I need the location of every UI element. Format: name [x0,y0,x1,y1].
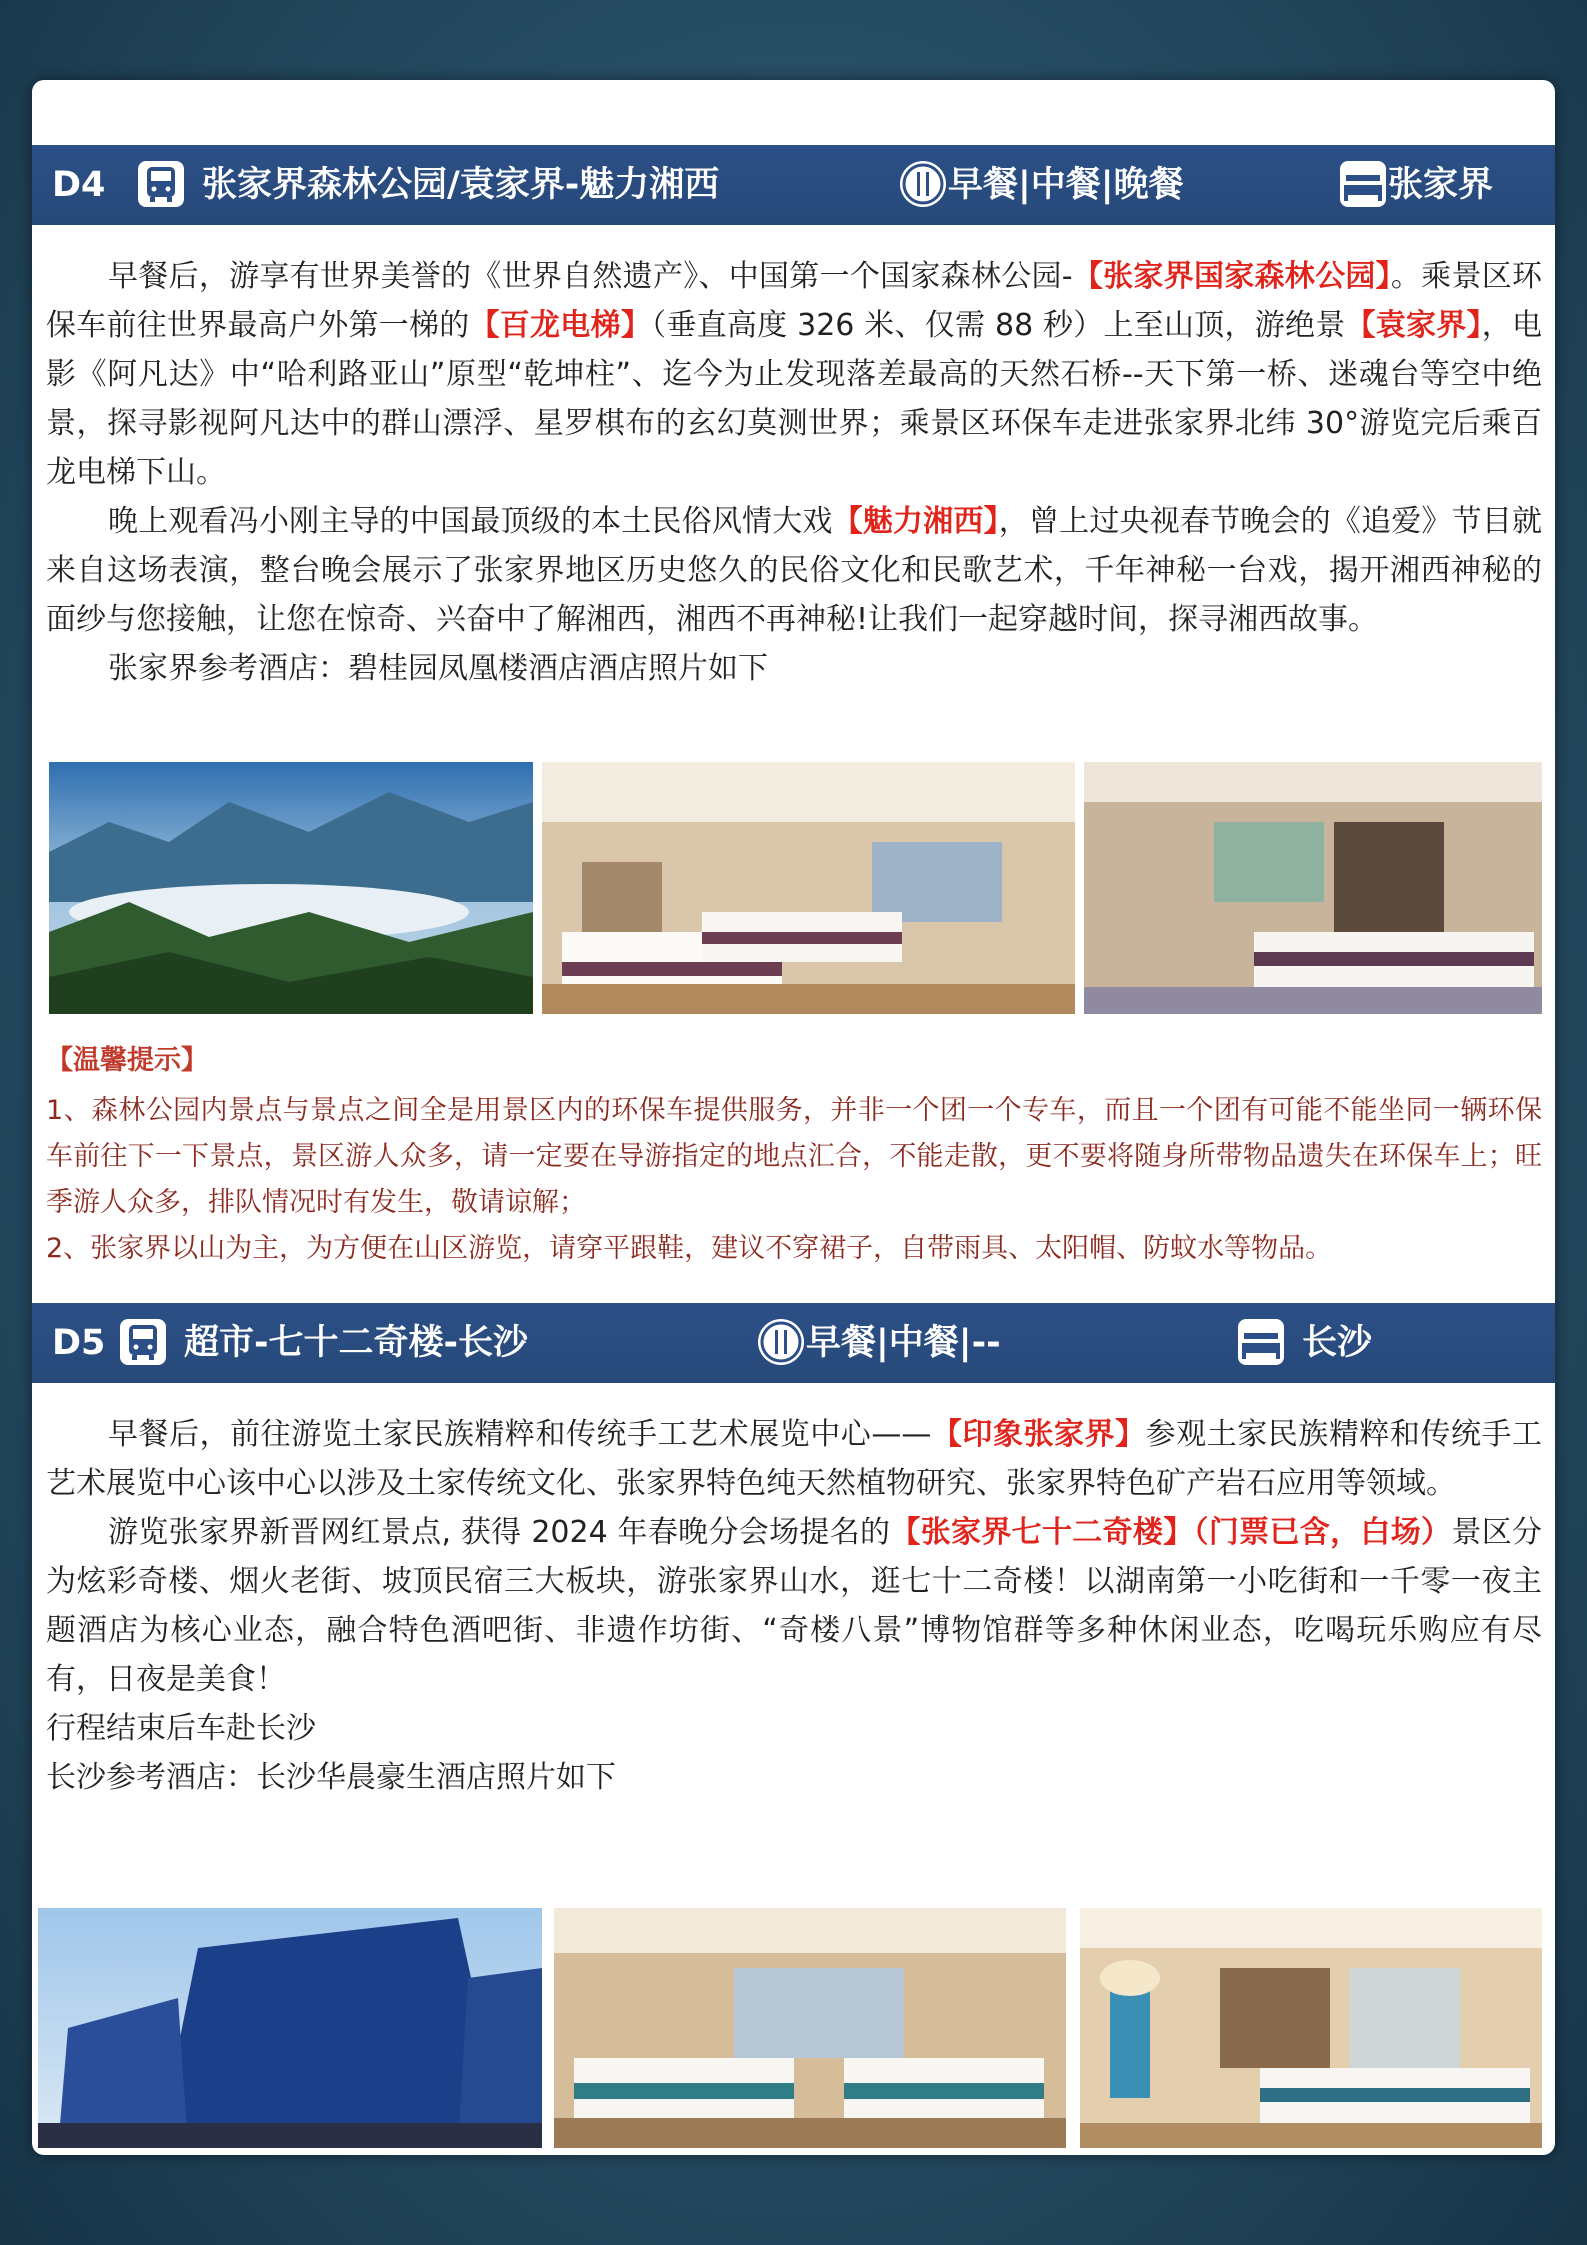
bed-icon [1238,1319,1284,1365]
day-label: D5 [52,1323,106,1363]
hotel-city: 长沙 [1302,1323,1373,1363]
day-header-d4 [32,145,1555,225]
route-title: 超市-七十二奇楼-长沙 [184,1323,529,1363]
day-description-d4 [46,252,1542,693]
paragraph: 早餐后，游享有世界美誉的《世界自然遗产》、中国第一个国家森林公园-【张家界国家森林公园】。乘景区环保车前往世界最高户外第一梯的【百龙电梯】（垂直高度 326 米、仅需 88 秒）上至山顶，游绝景【袁家界】，电影《阿凡达》中“哈利路亚山”原型“乾坤柱”、迄今为止发现落差最高的天然石桥--天下第一桥、迷魂台等空中绝景，探寻影视阿凡达中的群山漂浮、星罗棋布的玄幻莫测世界；乘景区环保车走进张家界北纬 30°游览完后乘百龙电梯下山。 [46,259,1543,490]
paragraph: 游览张家界新晋网红景点, 获得 2024 年春晚分会场提名的【张家界七十二奇楼】（门票已含，白场）景区分为炫彩奇楼、烟火老街、坡顶民宿三大板块，游张家界山水，逛七十二奇楼！以湖南第一小吃街和一千零一夜主题酒店为核心业态，融合特色酒吧街、非遗作坊街、“奇楼八景”博物馆群等多种休闲业态，吃喝玩乐购应有尽有，日夜是美食！ [46,1515,1543,1697]
day-label: D4 [52,165,106,205]
tips-block [46,1038,1542,1272]
end-note: 行程结束后车赴长沙 [46,1711,316,1746]
hotel-room-photo [1084,762,1542,1014]
tip-item: 1、森林公园内景点与景点之间全是用景区内的环保车提供服务，并非一个团一个专车，而且一个团有可能不能坐同一辆环保车前往下一下景点，景区游人众多，请一定要在导游指定的地点汇合，不能走散，更不要将随身所带物品遗失在环保车上；旺季游人众多，排队情况时有发生，敬请谅解； [46,1095,1542,1218]
paragraph: 早餐后，前往游览土家民族精粹和传统手工艺术展览中心——【印象张家界】参观土家民族精粹和传统手工艺术展览中心该中心以涉及土家传统文化、张家界特色纯天然植物研究、张家界特色矿产岩石应用等领域。 [46,1417,1543,1501]
scenery-photo [49,762,533,1014]
meals-text: 早餐|中餐|晚餐 [948,165,1184,205]
bus-icon [120,1319,166,1365]
hotel-room-photo [1080,1908,1542,2148]
hotel-city: 张家界 [1388,165,1494,205]
meal-icon [900,161,946,207]
bus-icon [138,161,184,207]
hotel-room-photo [554,1908,1066,2148]
tips-title: 【温馨提示】 [46,1045,208,1076]
bed-icon [1340,161,1386,207]
hotel-note: 长沙参考酒店：长沙华晨豪生酒店照片如下 [46,1760,616,1795]
hotel-room-photo [542,762,1075,1014]
day-header-d5 [32,1303,1555,1383]
hotel-exterior-photo [38,1908,542,2148]
paragraph: 晚上观看冯小刚主导的中国最顶级的本土民俗风情大戏【魅力湘西】，曾上过央视春节晚会的《追爱》节目就来自这场表演，整台晚会展示了张家界地区历史悠久的民俗文化和民歌艺术，千年神秘一台戏，揭开湘西神秘的面纱与您接触，让您在惊奇、兴奋中了解湘西，湘西不再神秘!让我们一起穿越时间，探寻湘西故事。 [46,504,1543,637]
hotel-note: 张家界参考酒店：碧桂园凤凰楼酒店酒店照片如下 [108,651,768,686]
itinerary-card [32,80,1555,2155]
route-title: 张家界森林公园/袁家界-魅力湘西 [202,165,720,205]
day-description-d5 [46,1410,1542,1802]
meal-icon [758,1319,804,1365]
meals-text: 早餐|中餐|-- [806,1323,1001,1363]
tip-item: 2、张家界以山为主，为方便在山区游览，请穿平跟鞋，建议不穿裙子，自带雨具、太阳帽、防蚊水等物品。 [46,1233,1333,1264]
